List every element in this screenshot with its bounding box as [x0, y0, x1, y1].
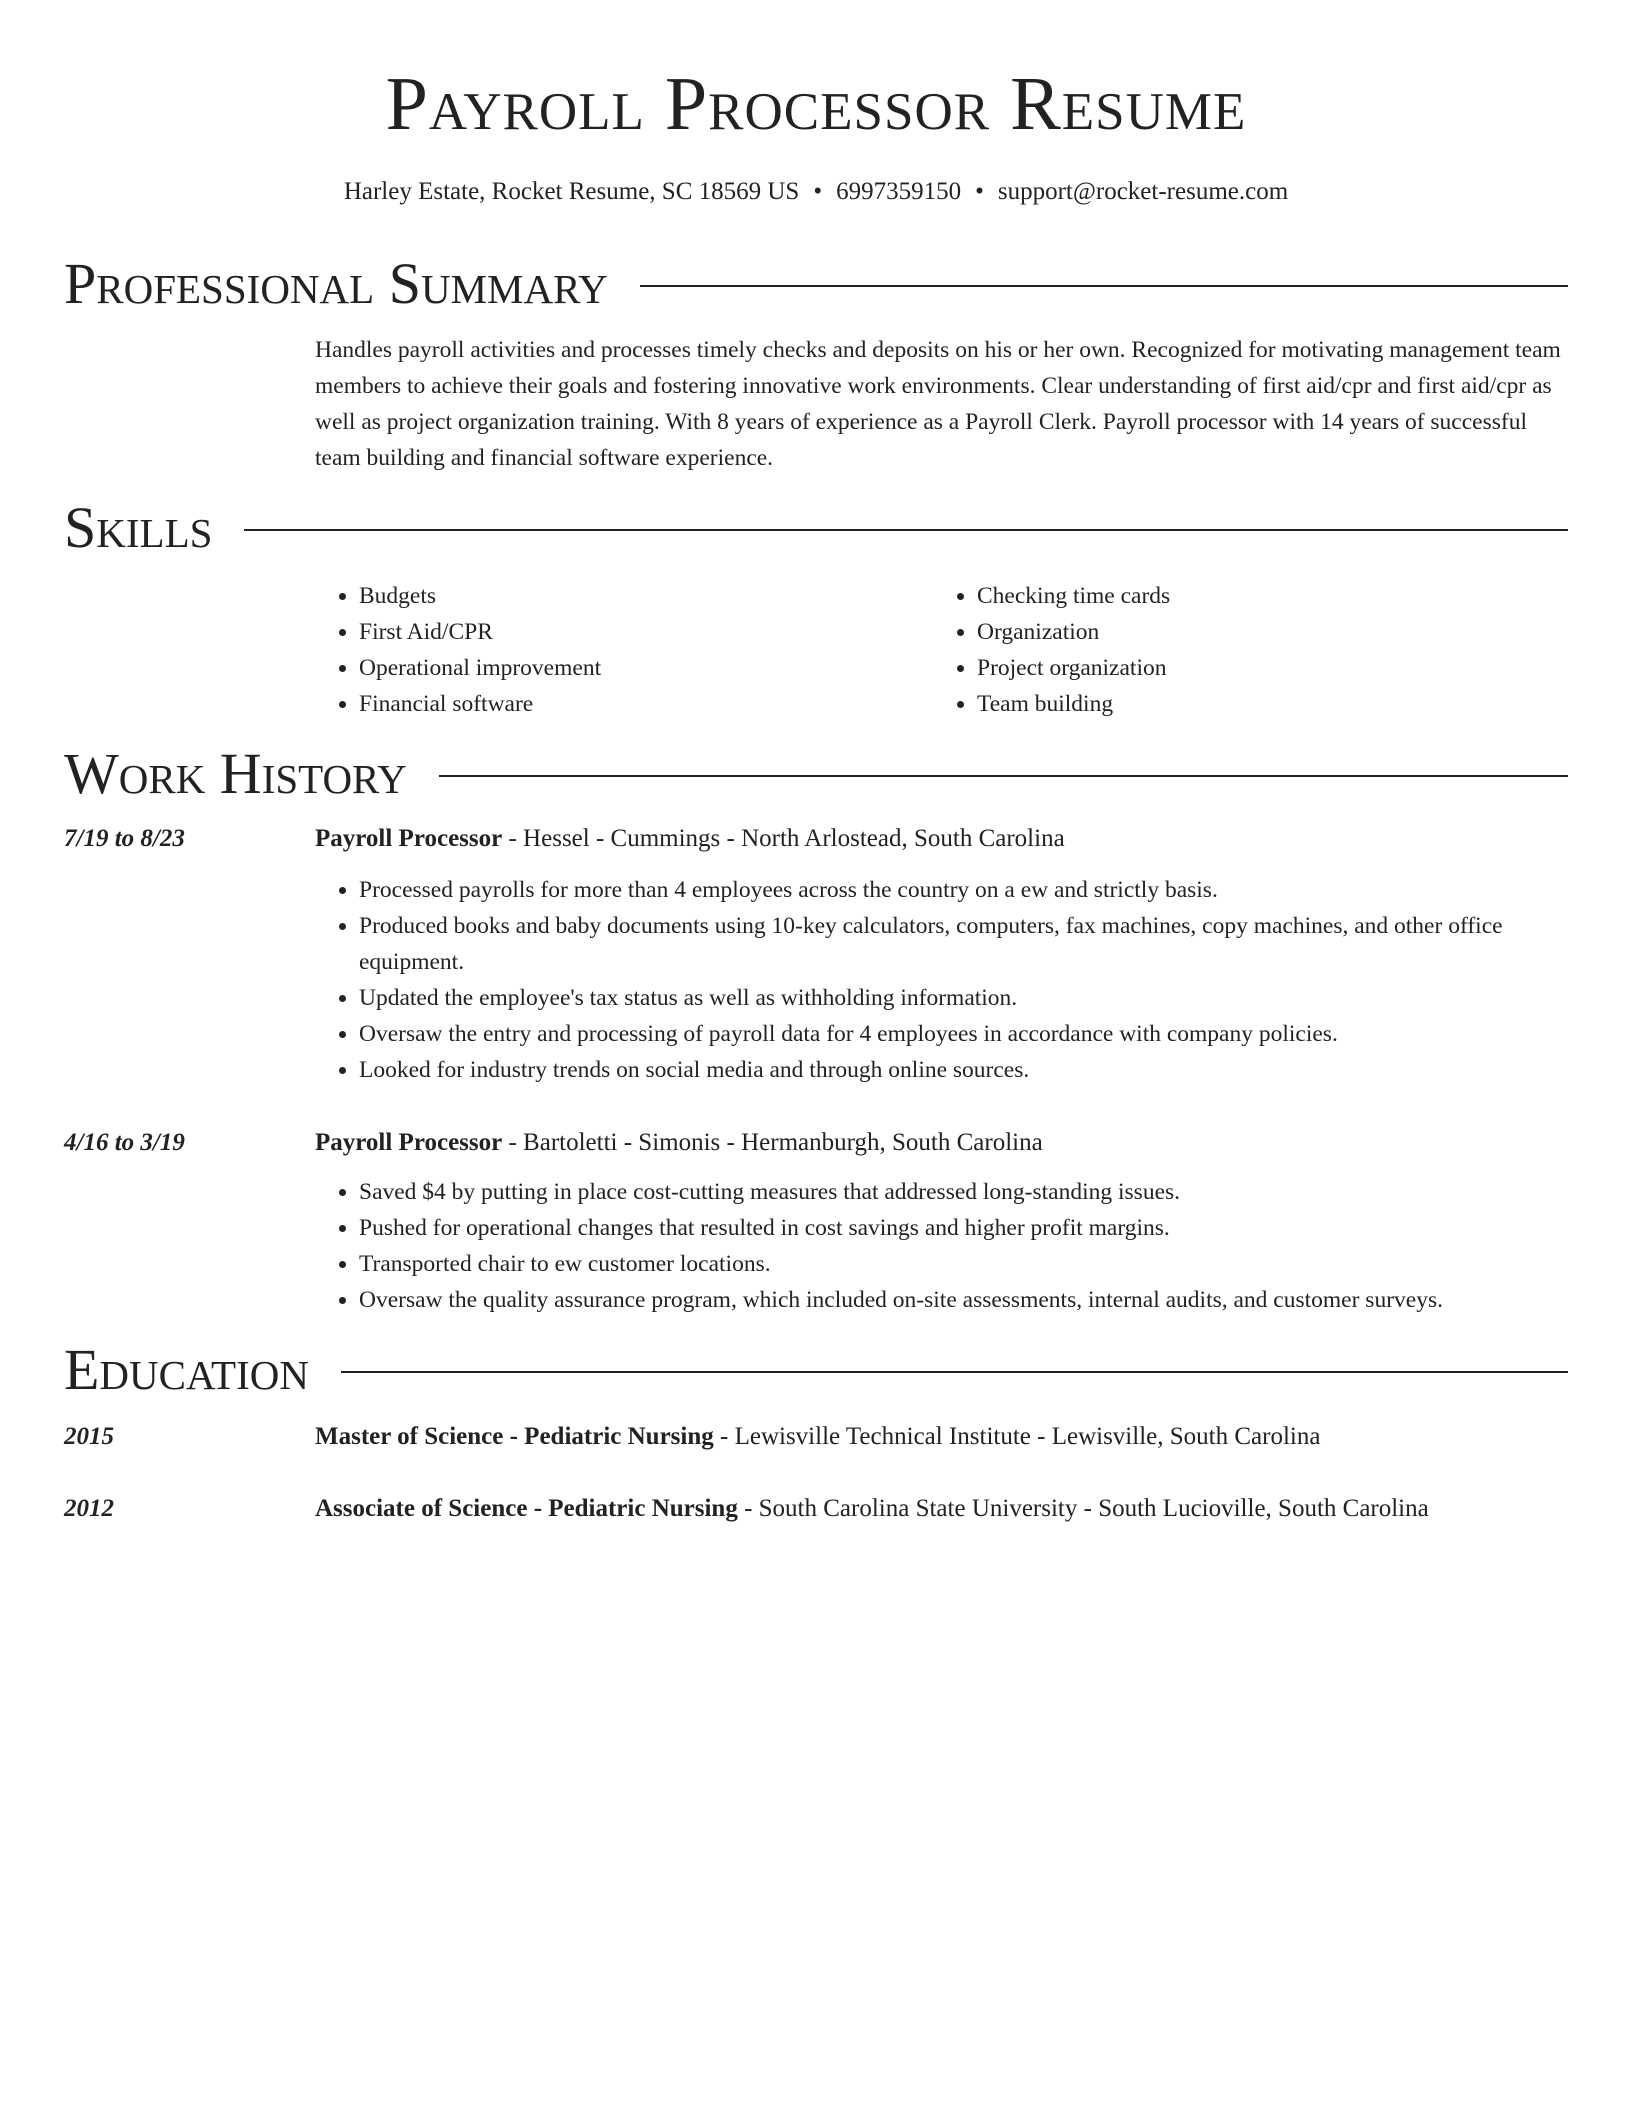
education-details: - South Carolina State University - South Lucioville, South Carolina [737, 1495, 1429, 1522]
skills-grid [315, 578, 1568, 722]
summary-section-header [64, 252, 1568, 316]
education-degree: Associate of Science - Pediatric Nursing [315, 1495, 738, 1522]
skill-item: • Project organization [977, 650, 1568, 686]
job-bullets [315, 872, 1568, 1088]
job-bullet: • Transported chair to ew customer locations. [359, 1246, 1568, 1282]
education-heading: Education [64, 1337, 309, 1402]
education-year: 2015 [64, 1423, 114, 1450]
education-year: 2012 [64, 1495, 114, 1522]
job-details: - Bartoletti - Simonis - Hermanburgh, South Carolina [502, 1129, 1043, 1156]
contact-phone: 6997359150 [836, 178, 962, 205]
job-details: - Hessel - Cummings - North Arlostead, South Carolina [502, 825, 1065, 852]
contact-separator: • [813, 178, 823, 205]
job-dates: 7/19 to 8/23 [64, 825, 185, 852]
skill-item: • First Aid/CPR [359, 614, 933, 650]
job-dates: 4/16 to 3/19 [64, 1129, 185, 1156]
job-body [315, 1126, 1568, 1318]
job-bullets [315, 1174, 1568, 1318]
job-entry [64, 822, 1568, 1088]
job-line [315, 822, 1568, 856]
education-line [315, 1420, 1320, 1454]
section-divider [439, 775, 1568, 777]
contact-email: support@rocket-resume.com [997, 178, 1289, 205]
job-bullet: • Pushed for operational changes that resulted in cost savings and higher profit margins. [359, 1210, 1568, 1246]
contact-line [64, 176, 1568, 208]
job-bullet: • Saved $4 by putting in place cost-cutting measures that addressed long-standing issues. [359, 1174, 1568, 1210]
skill-item: • Organization [977, 614, 1568, 650]
job-bullet: • Updated the employee's tax status as well as withholding information. [359, 980, 1568, 1016]
job-bullet: • Looked for industry trends on social media and through online sources. [359, 1052, 1568, 1088]
work-heading: Work History [64, 741, 407, 806]
skill-item: • Budgets [359, 578, 933, 614]
education-details: - Lewisville Technical Institute - Lewisville, South Carolina [713, 1423, 1321, 1450]
skills-list-left [315, 578, 933, 722]
work-section-header [64, 742, 1568, 806]
section-divider [640, 285, 1568, 287]
job-bullet: • Oversaw the quality assurance program, which included on-site assessments, internal audits, and customer surveys. [359, 1282, 1568, 1318]
section-divider [244, 529, 1568, 531]
job-body [315, 822, 1568, 1088]
skills-heading: Skills [64, 495, 213, 560]
contact-address: Harley Estate, Rocket Resume, SC 18569 US [343, 178, 800, 205]
job-title: Payroll Processor [315, 1129, 503, 1156]
contact-separator: • [975, 178, 984, 205]
job-bullet: • Produced books and baby documents using 10-key calculators, computers, fax machines, copy machines, and other office equipment. [359, 908, 1568, 980]
summary-heading: Professional Summary [64, 251, 608, 316]
section-divider [341, 1371, 1568, 1373]
job-entry [64, 1126, 1568, 1318]
job-title: Payroll Processor [315, 825, 503, 852]
education-line [315, 1492, 1429, 1526]
summary-text: Handles payroll activities and processes timely checks and deposits on his or her own. Recognized for motivating management team members to achieve their goals and fostering innovative work environments. Clear understanding of first aid/cpr and first aid/cpr as well as project organization training. With 8 years of experience as a Payroll Clerk. Payroll processor with 14 years of successful team building and financial software experience. [315, 337, 1561, 471]
job-bullet: • Oversaw the entry and processing of payroll data for 4 employees in accordance with company policies. [359, 1016, 1568, 1052]
skill-item: • Operational improvement [359, 650, 933, 686]
skill-item: • Checking time cards [977, 578, 1568, 614]
job-line [315, 1126, 1568, 1160]
skill-item: • Team building [977, 686, 1568, 722]
education-entry [64, 1420, 1568, 1454]
job-bullet: • Processed payrolls for more than 4 employees across the country on a ew and strictly basis. [359, 872, 1568, 908]
education-entry [64, 1492, 1568, 1526]
education-section-header [64, 1338, 1568, 1402]
skills-section-header [64, 496, 1568, 560]
resume-title: Payroll Processor Resume [385, 62, 1247, 146]
skills-list-right [933, 578, 1568, 722]
skill-item: • Financial software [359, 686, 933, 722]
education-degree: Master of Science - Pediatric Nursing [315, 1423, 714, 1450]
